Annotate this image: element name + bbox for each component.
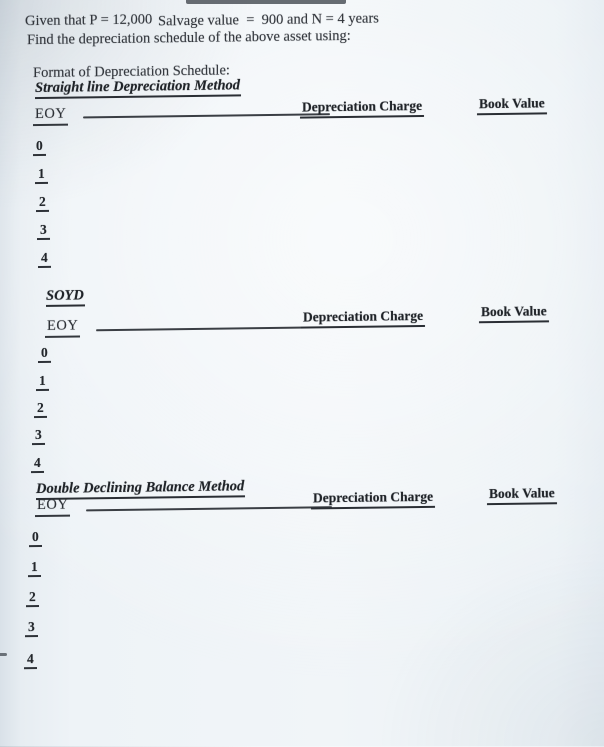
column-header-book-value: Book Value <box>477 95 547 115</box>
eoy-row-label: 0 <box>38 345 51 363</box>
section-title-soyd: SOYD <box>46 287 85 307</box>
eoy-row-label: 0 <box>29 529 42 547</box>
section-title-double-declining: Double Declining Balance Method <box>36 478 245 500</box>
column-header-depreciation-charge: Depreciation Charge <box>301 308 425 329</box>
eoy-row-label: 4 <box>38 250 51 268</box>
salvage-statement: Salvage value = 900 and N = 4 years <box>158 10 379 30</box>
eoy-row-label: 3 <box>37 222 50 240</box>
column-header-depreciation-charge: Depreciation Charge <box>300 98 424 119</box>
column-header-depreciation-charge: Depreciation Charge <box>311 489 435 510</box>
eoy-row-label: 2 <box>34 400 47 418</box>
eoy-row-label: 3 <box>25 619 38 637</box>
column-header-eoy: EOY <box>35 497 70 517</box>
format-heading: Format of Depreciation Schedule: <box>33 62 230 82</box>
column-header-book-value: Book Value <box>487 485 557 505</box>
eoy-row-label: 0 <box>33 138 46 156</box>
column-header-eoy: EOY <box>45 317 80 337</box>
eoy-row-label: 2 <box>36 194 49 212</box>
eoy-row-label: 4 <box>31 455 44 473</box>
eoy-row-label: 1 <box>28 559 41 577</box>
eoy-row-label: 4 <box>24 651 37 669</box>
column-header-book-value: Book Value <box>479 303 549 323</box>
eoy-row-label: 2 <box>26 589 39 607</box>
given-statement: Given that P = 12,000 <box>25 11 153 30</box>
section-title-straight-line: Straight line Depreciation Method <box>35 77 241 99</box>
eoy-row-label: 3 <box>32 427 45 445</box>
eoy-row-label: 1 <box>35 166 48 184</box>
eoy-row-label: 1 <box>36 373 49 391</box>
task-statement: Find the depreciation schedule of the above asset using: <box>27 27 351 49</box>
column-header-eoy: EOY <box>33 106 68 126</box>
header-rule-line <box>86 506 332 511</box>
